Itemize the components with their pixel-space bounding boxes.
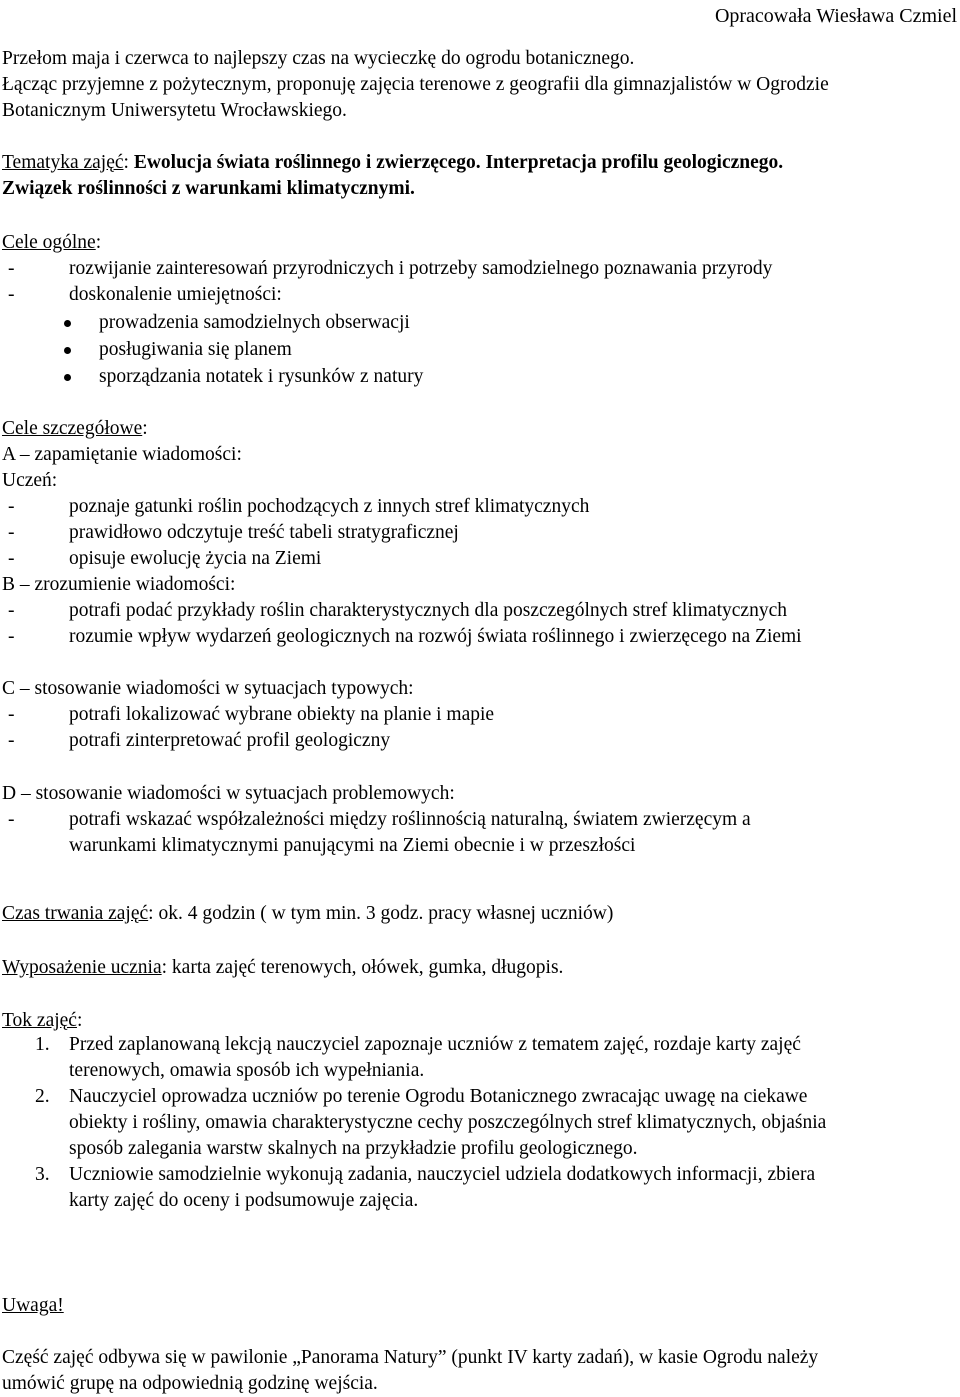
a-heading: A – zapamiętanie wiadomości: bbox=[2, 444, 242, 465]
dash-marker: - bbox=[8, 626, 15, 647]
skill-item: posługiwania się planem bbox=[99, 339, 292, 360]
procedure-label: Tok zajęć bbox=[2, 1010, 77, 1031]
author-line: Opracowała Wiesława Czmiel bbox=[714, 5, 957, 27]
dash-marker: - bbox=[8, 284, 15, 305]
note-line-2: umówić grupę na odpowiednią godzinę wejścia. bbox=[2, 1373, 378, 1394]
intro-line-2: Łącząc przyjemne z pożytecznym, proponuję zajęcia terenowe z geografii dla gimnazjalistów w Ogrodzie bbox=[2, 74, 829, 95]
step-number: 1. bbox=[35, 1034, 50, 1055]
dash-marker: - bbox=[8, 704, 15, 725]
general-goals-label: Cele ogólne bbox=[2, 232, 96, 253]
dash-marker: - bbox=[8, 548, 15, 569]
note-label: Uwaga! bbox=[2, 1295, 64, 1316]
step-line: Nauczyciel oprowadza uczniów po terenie Ogrodu Botanicznego zwracając uwagę na ciekawe bbox=[69, 1086, 808, 1107]
topic-line-1: Tematyka zajęć: Ewolucja świata roślinnego i zwierzęcego. Interpretacja profilu geologicznego. bbox=[2, 152, 784, 173]
dash-marker: - bbox=[8, 496, 15, 517]
skill-item: sporządzania notatek i rysunków z natury bbox=[99, 366, 424, 387]
d-heading: D – stosowanie wiadomości w sytuacjach problemowych: bbox=[2, 783, 455, 804]
step-line: obiekty i rośliny, omawia charakterystyczne cechy poszczególnych stref klimatycznych, objaśnia bbox=[69, 1112, 827, 1133]
d-item-line-2: warunkami klimatycznymi panującymi na Ziemi obecnie i w przeszłości bbox=[69, 835, 636, 856]
topic-line-2 bbox=[2, 176, 415, 202]
step-line: karty zajęć do oceny i podsumowuje zajęcia. bbox=[69, 1190, 419, 1211]
duration-line: Czas trwania zajęć: ok. 4 godzin ( w tym min. 3 godz. pracy własnej uczniów) bbox=[2, 903, 614, 924]
general-goal-item: doskonalenie umiejętności: bbox=[69, 284, 282, 305]
dash-marker: - bbox=[8, 809, 15, 830]
step-line: Uczniowie samodzielnie wykonują zadania, nauczyciel udziela dodatkowych informacji, zbiera bbox=[69, 1164, 816, 1185]
dash-marker: - bbox=[8, 258, 15, 279]
a-item: poznaje gatunki roślin pochodzących z innych stref klimatycznych bbox=[69, 496, 590, 517]
dash-marker: - bbox=[8, 730, 15, 751]
c-heading: C – stosowanie wiadomości w sytuacjach typowych: bbox=[2, 678, 414, 699]
b-item: rozumie wpływ wydarzeń geologicznych na rozwój świata roślinnego i zwierzęcego na Ziemi bbox=[69, 626, 802, 647]
general-goal-item: rozwijanie zainteresowań przyrodniczych i potrzeby samodzielnego poznawania przyrody bbox=[69, 258, 773, 279]
c-item: potrafi zinterpretować profil geologiczny bbox=[69, 730, 391, 751]
procedure-heading: Tok zajęć: bbox=[2, 1010, 83, 1031]
topic-title-1: Ewolucja świata roślinnego i zwierzęcego. Interpretacja profilu geologicznego. bbox=[133, 152, 784, 173]
step-line: sposób zalegania warstw skalnych na przykładzie profilu geologicznego. bbox=[69, 1138, 638, 1159]
step-line: Przed zaplanowaną lekcją nauczyciel zapoznaje uczniów z tematem zajęć, rozdaje karty zajęć bbox=[69, 1034, 801, 1055]
duration-label: Czas trwania zajęć bbox=[2, 903, 149, 924]
topic-label: Tematyka zajęć bbox=[2, 152, 124, 173]
dash-marker: - bbox=[8, 600, 15, 621]
c-item: potrafi lokalizować wybrane obiekty na planie i mapie bbox=[69, 704, 495, 725]
step-line: terenowych, omawia sposób ich wypełniania. bbox=[69, 1060, 425, 1081]
equipment-value: karta zajęć terenowych, ołówek, gumka, długopis. bbox=[171, 957, 564, 978]
equipment-label: Wyposażenie ucznia bbox=[2, 957, 162, 978]
detailed-goals-label: Cele szczegółowe bbox=[2, 418, 143, 439]
note-line-1: Część zajęć odbywa się w pawilonie „Panorama Natury” (punkt IV karty zadań), w kasie Ogrodu należy bbox=[2, 1347, 819, 1368]
bullet-marker bbox=[64, 320, 71, 327]
skill-item: prowadzenia samodzielnych obserwacji bbox=[99, 312, 410, 333]
a-item: prawidłowo odczytuje treść tabeli stratygraficznej bbox=[69, 522, 459, 543]
a-item: opisuje ewolucję życia na Ziemi bbox=[69, 548, 322, 569]
b-heading: B – zrozumienie wiadomości: bbox=[2, 574, 236, 595]
step-number: 3. bbox=[35, 1164, 50, 1185]
step-number: 2. bbox=[35, 1086, 50, 1107]
bullet-marker bbox=[64, 374, 71, 381]
dash-marker: - bbox=[8, 522, 15, 543]
general-goals-heading: Cele ogólne: bbox=[2, 232, 102, 253]
intro-line-1: Przełom maja i czerwca to najlepszy czas na wycieczkę do ogrodu botanicznego. bbox=[2, 48, 635, 69]
detailed-goals-heading: Cele szczegółowe: bbox=[2, 418, 148, 439]
bullet-marker bbox=[64, 347, 71, 354]
equipment-line: Wyposażenie ucznia: karta zajęć terenowych, ołówek, gumka, długopis. bbox=[2, 957, 564, 978]
d-item-line-1: potrafi wskazać współzależności między roślinnością naturalną, światem zwierzęcym a bbox=[69, 809, 751, 830]
intro-line-3: Botanicznym Uniwersytetu Wrocławskiego. bbox=[2, 100, 347, 121]
topic-title-2: Związek roślinności z warunkami klimatycznymi. bbox=[2, 178, 415, 199]
student-label: Uczeń: bbox=[2, 470, 58, 491]
b-item: potrafi podać przykłady roślin charakterystycznych dla poszczególnych stref klimatycznych bbox=[69, 600, 787, 621]
duration-value: ok. 4 godzin ( w tym min. 3 godz. pracy własnej uczniów) bbox=[158, 903, 614, 924]
